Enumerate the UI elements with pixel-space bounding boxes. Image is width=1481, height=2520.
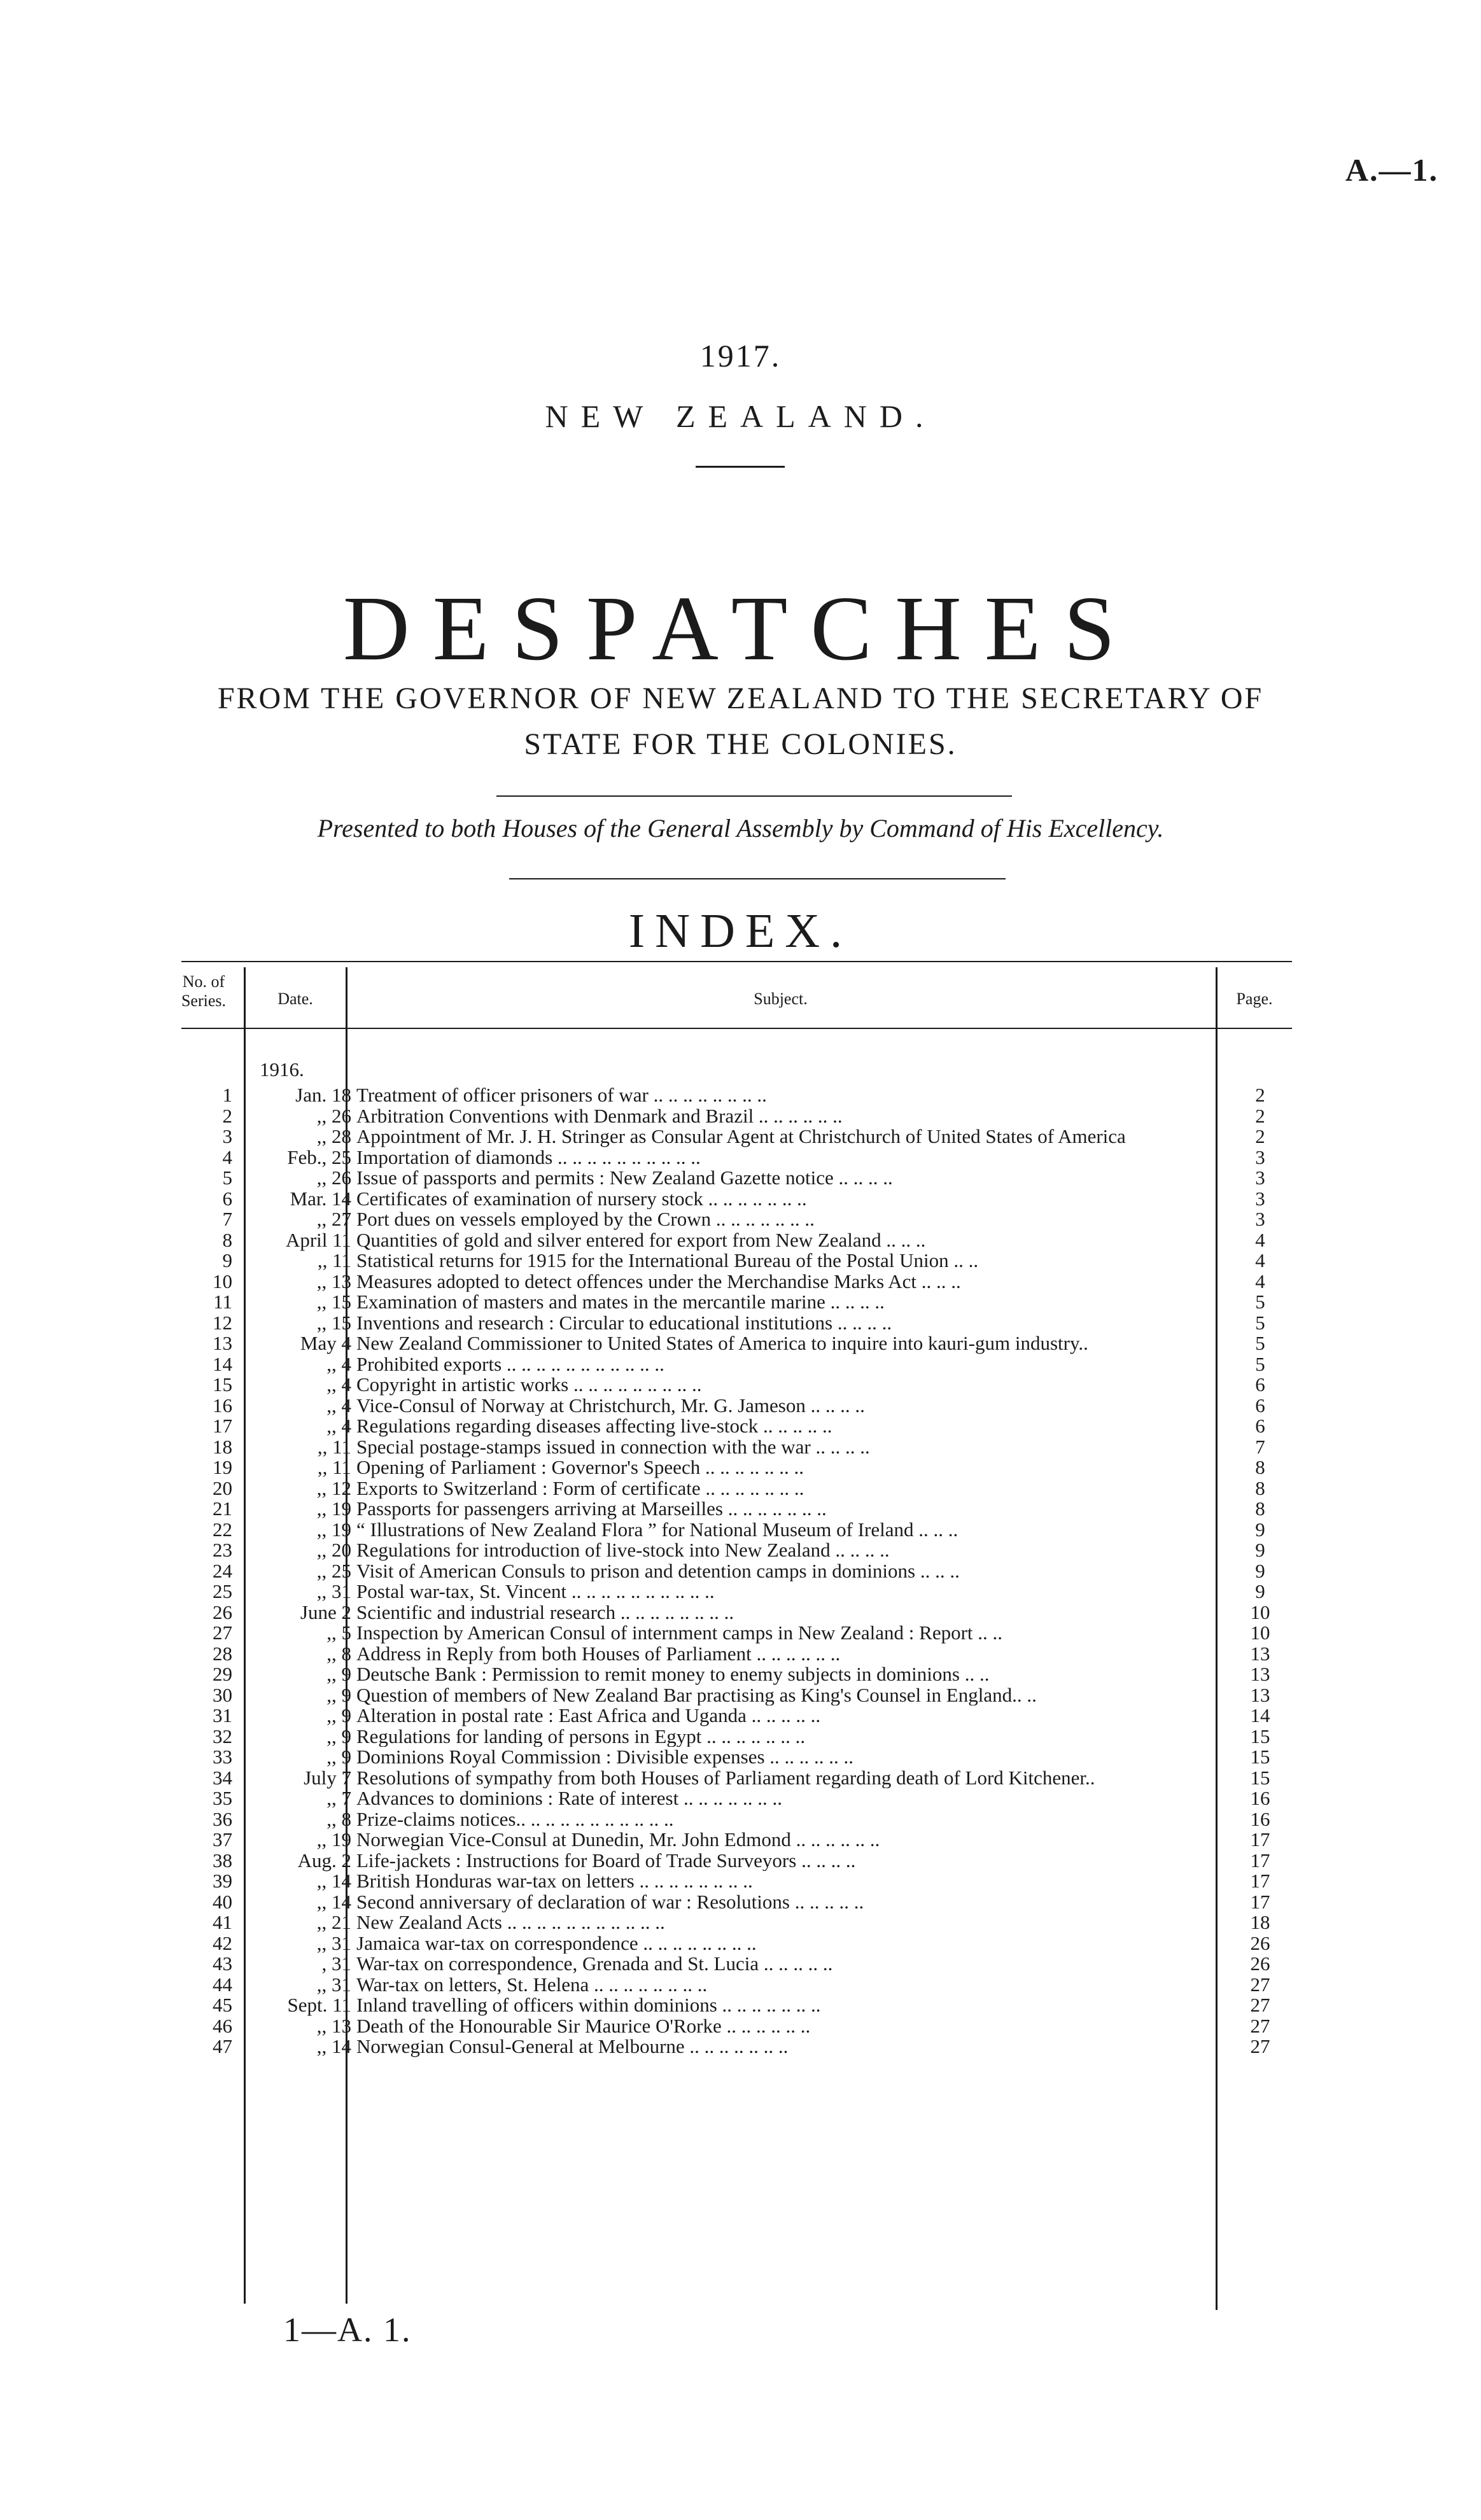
index-rows	[181, 1060, 1292, 2057]
page-cell: 15	[1250, 1766, 1270, 1789]
table-row	[181, 1333, 1292, 1354]
date-cell: July 7	[304, 1766, 351, 1789]
series-number: 41	[213, 1911, 232, 1933]
date-cell: ,, 7	[326, 1787, 351, 1809]
series-number: 28	[213, 1642, 232, 1665]
date-cell: ,, 4	[326, 1373, 351, 1396]
page-cell: 17	[1250, 1828, 1270, 1851]
subject-cell: British Honduras war-tax on letters .. .. .. .. .. .. .. ..	[356, 1871, 753, 1892]
series-number: 5	[222, 1166, 232, 1189]
page-cell: 2	[1255, 1084, 1265, 1106]
page-cell: 13	[1250, 1663, 1270, 1685]
subtitle-line-2: STATE FOR THE COLONIES.	[524, 727, 957, 761]
year-label: 1916.	[260, 1058, 304, 1081]
series-number: 44	[213, 1973, 232, 1996]
table-row	[181, 1726, 1292, 1747]
series-number: 45	[213, 1994, 232, 2016]
page-cell: 4	[1255, 1270, 1265, 1292]
series-number: 14	[213, 1352, 232, 1375]
date-cell: ,, 8	[326, 1642, 351, 1665]
page-cell: 6	[1255, 1373, 1265, 1396]
subject-cell: Norwegian Vice-Consul at Dunedin, Mr. John Edmond .. .. .. .. .. ..	[356, 1830, 880, 1851]
table-row	[181, 1851, 1292, 1872]
series-number: 42	[213, 1931, 232, 1954]
series-number: 23	[213, 1539, 232, 1561]
main-title: DESPATCHES	[342, 578, 1139, 680]
subject-cell: Examination of masters and mates in the mercantile marine .. .. .. ..	[356, 1292, 885, 1313]
table-row	[181, 1747, 1292, 1768]
page-cell: 3	[1255, 1187, 1265, 1210]
subject-cell: Exports to Switzerland : Form of certificate .. .. .. .. .. .. ..	[356, 1478, 804, 1499]
year-label-row	[181, 1060, 1292, 1085]
table-row	[181, 1581, 1292, 1602]
date-cell: ,, 21	[316, 1911, 351, 1933]
date-cell: ,, 4	[326, 1415, 351, 1437]
series-number: 24	[213, 1559, 232, 1582]
subject-cell: Arbitration Conventions with Denmark and Brazil .. .. .. .. .. ..	[356, 1105, 843, 1126]
subject-cell: Vice-Consul of Norway at Christchurch, Mr. G. Jameson .. .. .. ..	[356, 1395, 865, 1416]
table-row	[181, 1933, 1292, 1954]
subject-cell: Dominions Royal Commission : Divisible expenses .. .. .. .. .. ..	[356, 1747, 854, 1768]
table-row	[181, 1809, 1292, 1830]
subject-cell: Port dues on vessels employed by the Crown .. .. .. .. .. .. ..	[356, 1209, 815, 1230]
series-number: 43	[213, 1952, 232, 1975]
subject-cell: War-tax on letters, St. Helena .. .. .. .. .. .. .. ..	[356, 1974, 708, 1995]
subject-cell: Regulations regarding diseases affecting live-stock .. .. .. .. ..	[356, 1416, 832, 1437]
table-row	[181, 1644, 1292, 1665]
date-cell: ,, 9	[326, 1704, 351, 1726]
subject-cell: War-tax on correspondence, Grenada and St. Lucia .. .. .. .. ..	[356, 1954, 833, 1975]
series-number: 30	[213, 1683, 232, 1706]
date-cell: ,, 11	[317, 1435, 351, 1458]
subject-cell: Jamaica war-tax on correspondence .. .. .. .. .. .. .. ..	[356, 1933, 757, 1954]
page-cell: 17	[1250, 1849, 1270, 1872]
date-cell: ,, 15	[316, 1291, 351, 1313]
series-number: 34	[213, 1766, 232, 1789]
date-cell: ,, 14	[316, 1890, 351, 1913]
page-cell: 4	[1255, 1228, 1265, 1251]
table-row	[181, 1478, 1292, 1499]
table-row	[181, 1788, 1292, 1809]
page-cell: 6	[1255, 1394, 1265, 1417]
table-row	[181, 1685, 1292, 1706]
table-row	[181, 1954, 1292, 1975]
date-cell: Aug. 2	[297, 1849, 351, 1872]
header-page: Page.	[1236, 990, 1273, 1008]
page-cell: 17	[1250, 1870, 1270, 1892]
footer-reference: 1—A. 1.	[283, 2311, 412, 2349]
subject-cell: “ Illustrations of New Zealand Flora ” for National Museum of Ireland .. .. ..	[356, 1519, 958, 1540]
page-cell: 5	[1255, 1291, 1265, 1313]
index-heading: INDEX.	[628, 904, 853, 958]
table-row	[181, 1892, 1292, 1913]
table-row	[181, 1189, 1292, 1210]
date-cell: ,, 13	[316, 2014, 351, 2037]
series-number: 39	[213, 1870, 232, 1892]
page-cell: 9	[1255, 1518, 1265, 1541]
page-cell: 3	[1255, 1166, 1265, 1189]
series-number: 8	[222, 1228, 232, 1251]
subject-cell: Quantities of gold and silver entered for export from New Zealand .. .. ..	[356, 1229, 926, 1250]
divider-rule	[496, 795, 1012, 797]
table-row	[181, 2036, 1292, 2057]
table-row	[181, 1561, 1292, 1582]
date-cell: ,, 27	[316, 1208, 351, 1230]
table-row	[181, 1313, 1292, 1334]
series-number: 35	[213, 1787, 232, 1809]
table-row	[181, 1768, 1292, 1789]
date-cell: ,, 19	[316, 1828, 351, 1851]
table-row	[181, 1250, 1292, 1271]
table-row	[181, 1085, 1292, 1106]
date-cell: ,, 11	[317, 1456, 351, 1478]
date-cell: ,, 26	[316, 1104, 351, 1127]
subject-cell: Measures adopted to detect offences under the Merchandise Marks Act .. .. ..	[356, 1271, 961, 1292]
series-number: 6	[222, 1187, 232, 1210]
page-cell: 18	[1250, 1911, 1270, 1933]
date-cell: ,, 11	[317, 1249, 351, 1271]
series-number: 11	[213, 1291, 232, 1313]
subject-cell: Alteration in postal rate : East Africa and Uganda .. .. .. .. ..	[356, 1705, 821, 1726]
page-cell: 15	[1250, 1725, 1270, 1747]
series-number: 37	[213, 1828, 232, 1851]
table-row	[181, 1664, 1292, 1685]
date-cell: ,, 26	[316, 1166, 351, 1189]
subject-cell: Scientific and industrial research .. .. .. .. .. .. .. ..	[356, 1602, 734, 1623]
page-cell: 5	[1255, 1352, 1265, 1375]
page-cell: 16	[1250, 1787, 1270, 1809]
subject-cell: Address in Reply from both Houses of Parliament .. .. .. .. .. ..	[356, 1643, 841, 1664]
table-row	[181, 1416, 1292, 1437]
year-heading: 1917.	[699, 338, 782, 374]
table-row	[181, 1354, 1292, 1375]
table-row	[181, 1457, 1292, 1478]
series-number: 22	[213, 1518, 232, 1541]
subject-cell: Prize-claims notices.. .. .. .. .. .. .. .. .. .. ..	[356, 1809, 674, 1830]
page-cell: 6	[1255, 1415, 1265, 1437]
series-number: 1	[222, 1084, 232, 1106]
subject-cell: Passports for passengers arriving at Marseilles .. .. .. .. .. .. ..	[356, 1499, 827, 1520]
subject-cell: Regulations for landing of persons in Egypt .. .. .. .. .. .. ..	[356, 1726, 806, 1747]
date-cell: ,, 14	[316, 1870, 351, 1892]
page-cell: 8	[1255, 1476, 1265, 1499]
table-row	[181, 1292, 1292, 1313]
page-cell: 13	[1250, 1683, 1270, 1706]
page-cell: 3	[1255, 1145, 1265, 1168]
date-cell: ,, 14	[316, 2035, 351, 2057]
series-number: 13	[213, 1332, 232, 1354]
date-cell: Feb., 25	[287, 1145, 351, 1168]
series-number: 25	[213, 1580, 232, 1602]
series-number: 17	[213, 1415, 232, 1437]
subject-cell: Treatment of officer prisoners of war .. .. .. .. .. .. .. ..	[356, 1085, 767, 1106]
series-number: 19	[213, 1456, 232, 1478]
subject-cell: Question of members of New Zealand Bar practising as King's Counsel in England.. ..	[356, 1684, 1037, 1705]
date-cell: ,, 4	[326, 1394, 351, 1417]
series-number: 16	[213, 1394, 232, 1417]
divider-rule	[509, 878, 1006, 879]
series-number: 2	[222, 1104, 232, 1127]
series-number: 27	[213, 1621, 232, 1644]
page-cell: 5	[1255, 1332, 1265, 1354]
table-row	[181, 1375, 1292, 1396]
date-cell: ,, 31	[316, 1580, 351, 1602]
series-number: 29	[213, 1663, 232, 1685]
page-cell: 17	[1250, 1890, 1270, 1913]
date-cell: Jan. 18	[295, 1084, 351, 1106]
date-cell: ,, 20	[316, 1539, 351, 1561]
country-heading: NEW ZEALAND.	[545, 398, 936, 434]
page-cell: 27	[1250, 1994, 1270, 2016]
page-cell: 14	[1250, 1704, 1270, 1726]
header-subject: Subject.	[754, 990, 808, 1008]
table-header-rule	[181, 1028, 1292, 1029]
table-row	[181, 1499, 1292, 1520]
date-cell: ,, 8	[326, 1807, 351, 1830]
page-cell: 27	[1250, 2014, 1270, 2037]
date-cell: ,, 13	[316, 1270, 351, 1292]
date-cell: ,, 9	[326, 1746, 351, 1768]
date-cell: ,, 31	[316, 1973, 351, 1996]
series-number: 18	[213, 1435, 232, 1458]
date-cell: ,, 25	[316, 1559, 351, 1582]
series-number: 32	[213, 1725, 232, 1747]
date-cell: Sept. 11	[287, 1994, 351, 2016]
table-row	[181, 1520, 1292, 1541]
table-row	[181, 1602, 1292, 1623]
subject-cell: Life-jackets : Instructions for Board of Trade Surveyors .. .. .. ..	[356, 1850, 856, 1871]
date-cell: ,, 15	[316, 1311, 351, 1334]
page-cell: 7	[1255, 1435, 1265, 1458]
subject-cell: Death of the Honourable Sir Maurice O'Rorke .. .. .. .. .. ..	[356, 2015, 811, 2036]
page-cell: 16	[1250, 1807, 1270, 1830]
page-cell: 8	[1255, 1497, 1265, 1520]
series-number: 3	[222, 1125, 232, 1147]
subject-cell: Issue of passports and permits : New Zealand Gazette notice .. .. .. ..	[356, 1168, 893, 1189]
subject-cell: Prohibited exports .. .. .. .. .. .. .. .. .. .. ..	[356, 1354, 664, 1375]
page-cell: 8	[1255, 1456, 1265, 1478]
index-table	[181, 961, 1292, 2520]
document-reference: A.—1.	[1345, 152, 1438, 188]
date-cell: June 2	[300, 1600, 351, 1623]
subject-cell: Advances to dominions : Rate of interest .. .. .. .. .. .. ..	[356, 1788, 782, 1809]
series-number: 26	[213, 1600, 232, 1623]
date-cell: ,, 12	[316, 1476, 351, 1499]
date-cell: ,, 5	[326, 1621, 351, 1644]
date-cell: ,, 9	[326, 1663, 351, 1685]
table-row	[181, 1540, 1292, 1561]
date-cell: , 31	[321, 1952, 351, 1975]
date-cell: ,, 9	[326, 1725, 351, 1747]
table-row	[181, 1437, 1292, 1458]
series-number: 20	[213, 1476, 232, 1499]
subject-cell: Special postage-stamps issued in connection with the war .. .. .. ..	[356, 1436, 870, 1457]
page-cell: 10	[1250, 1621, 1270, 1644]
series-number: 12	[213, 1311, 232, 1334]
date-cell: ,, 4	[326, 1352, 351, 1375]
series-number: 4	[222, 1145, 232, 1168]
page-cell: 26	[1250, 1931, 1270, 1954]
date-cell: ,, 9	[326, 1683, 351, 1706]
series-number: 40	[213, 1890, 232, 1913]
subject-cell: Importation of diamonds .. .. .. .. .. .. .. .. .. ..	[356, 1147, 701, 1168]
series-number: 9	[222, 1249, 232, 1271]
table-row	[181, 1871, 1292, 1892]
subject-cell: Certificates of examination of nursery stock .. .. .. .. .. .. ..	[356, 1188, 807, 1209]
series-number: 21	[213, 1497, 232, 1520]
series-number: 31	[213, 1704, 232, 1726]
subject-cell: Statistical returns for 1915 for the International Bureau of the Postal Union .. ..	[356, 1250, 979, 1271]
table-row	[181, 1975, 1292, 1996]
subject-cell: Norwegian Consul-General at Melbourne .. .. .. .. .. .. ..	[356, 2036, 789, 2057]
subject-cell: Inventions and research : Circular to educational institutions .. .. .. ..	[356, 1312, 892, 1333]
page-cell: 27	[1250, 2035, 1270, 2057]
table-row	[181, 2016, 1292, 2037]
subject-cell: Deutsche Bank : Permission to remit money to enemy subjects in dominions .. ..	[356, 1664, 990, 1685]
table-row	[181, 1271, 1292, 1292]
header-no-of-series: No. of Series.	[181, 972, 227, 1010]
date-cell: ,, 19	[316, 1497, 351, 1520]
series-number: 7	[222, 1208, 232, 1230]
page-cell: 2	[1255, 1125, 1265, 1147]
page-cell: 5	[1255, 1311, 1265, 1334]
subject-cell: Copyright in artistic works .. .. .. .. .. .. .. .. ..	[356, 1375, 702, 1396]
table-row	[181, 1912, 1292, 1933]
subject-cell: Regulations for introduction of live-stock into New Zealand .. .. .. ..	[356, 1540, 890, 1561]
table-top-rule	[181, 961, 1292, 962]
table-row	[181, 1147, 1292, 1168]
series-number: 47	[213, 2035, 232, 2057]
subject-cell: Visit of American Consuls to prison and detention camps in dominions .. .. ..	[356, 1560, 960, 1581]
subject-cell: Opening of Parliament : Governor's Speech .. .. .. .. .. .. ..	[356, 1457, 804, 1478]
table-row	[181, 1830, 1292, 1851]
date-cell: April 11	[285, 1228, 351, 1251]
table-row	[181, 1106, 1292, 1127]
table-row	[181, 1623, 1292, 1644]
date-cell: ,, 31	[316, 1931, 351, 1954]
subject-cell: Inland travelling of officers within dominions .. .. .. .. .. .. ..	[356, 1995, 821, 2016]
date-cell: Mar. 14	[290, 1187, 351, 1210]
page-cell: 26	[1250, 1952, 1270, 1975]
series-number: 38	[213, 1849, 232, 1872]
table-row	[181, 1705, 1292, 1726]
date-cell: ,, 28	[316, 1125, 351, 1147]
series-number: 36	[213, 1807, 232, 1830]
table-row	[181, 1995, 1292, 2016]
subtitle-line-1: FROM THE GOVERNOR OF NEW ZEALAND TO THE SECRETARY OF	[217, 682, 1264, 715]
page-cell: 9	[1255, 1559, 1265, 1582]
subject-cell: Appointment of Mr. J. H. Stringer as Consular Agent at Christchurch of United States of America	[356, 1126, 1126, 1147]
header-date: Date.	[277, 990, 313, 1008]
page-cell: 9	[1255, 1539, 1265, 1561]
series-number: 46	[213, 2014, 232, 2037]
presented-statement: Presented to both Houses of the General Assembly by Command of His Excellency.	[317, 814, 1164, 843]
series-number: 10	[213, 1270, 232, 1292]
page-cell: 27	[1250, 1973, 1270, 1996]
date-cell: ,, 19	[316, 1518, 351, 1541]
series-number: 33	[213, 1746, 232, 1768]
page-cell: 2	[1255, 1104, 1265, 1127]
subject-cell: New Zealand Commissioner to United States of America to inquire into kauri-gum industry..	[356, 1333, 1088, 1354]
subject-cell: Postal war-tax, St. Vincent .. .. .. .. .. .. .. .. .. ..	[356, 1581, 715, 1602]
page-cell: 10	[1250, 1600, 1270, 1623]
page-cell: 4	[1255, 1249, 1265, 1271]
page-cell: 13	[1250, 1642, 1270, 1665]
page-cell: 3	[1255, 1208, 1265, 1230]
table-row	[181, 1396, 1292, 1417]
table-row	[181, 1126, 1292, 1147]
date-cell: May 4	[300, 1332, 351, 1354]
subject-cell: Resolutions of sympathy from both Houses of Parliament regarding death of Lord Kitchener..	[356, 1767, 1095, 1788]
table-row	[181, 1209, 1292, 1230]
series-number: 15	[213, 1373, 232, 1396]
page-cell: 9	[1255, 1580, 1265, 1602]
table-row	[181, 1230, 1292, 1251]
table-row	[181, 1168, 1292, 1189]
subject-cell: Second anniversary of declaration of war : Resolutions .. .. .. .. ..	[356, 1891, 864, 1912]
page-cell: 15	[1250, 1746, 1270, 1768]
subject-cell: Inspection by American Consul of internment camps in New Zealand : Report .. ..	[356, 1623, 1003, 1644]
divider-rule	[696, 466, 785, 468]
subject-cell: New Zealand Acts .. .. .. .. .. .. .. .. .. .. ..	[356, 1912, 665, 1933]
